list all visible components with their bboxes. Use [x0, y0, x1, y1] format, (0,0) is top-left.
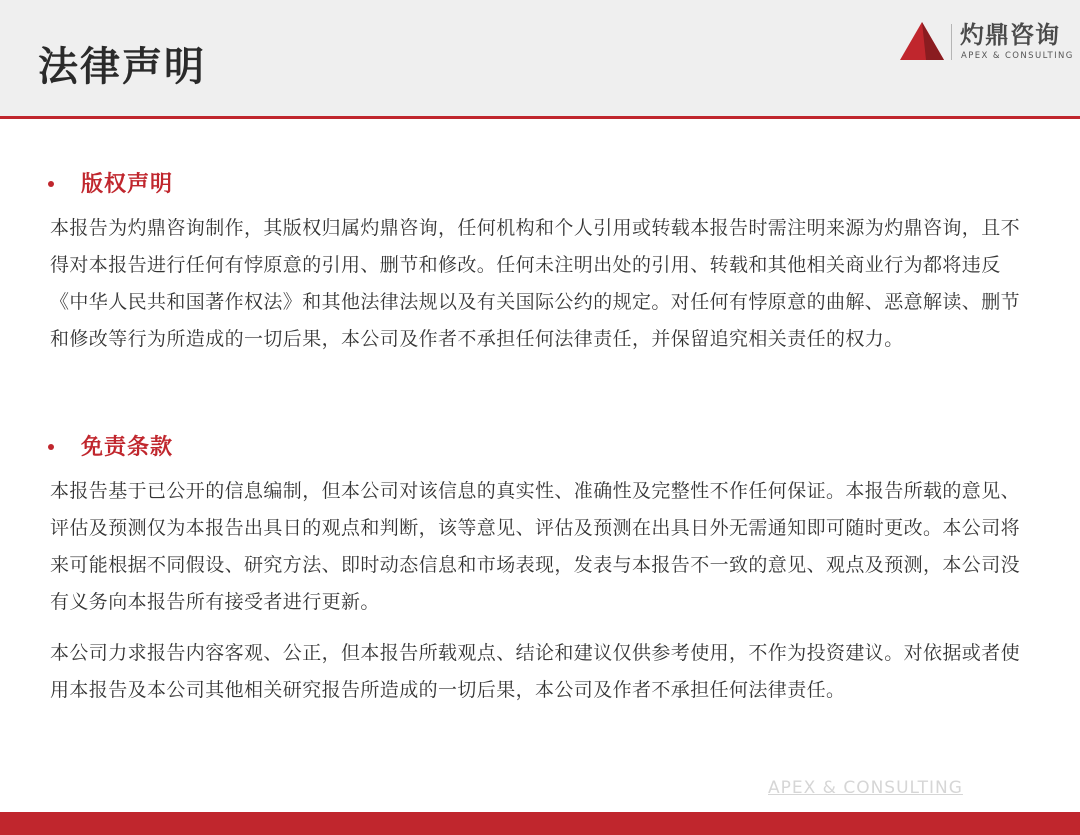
bullet-icon — [48, 181, 54, 187]
footer-watermark: APEX & CONSULTING — [768, 778, 963, 798]
logo-name: 灼鼎咨询 — [960, 21, 1060, 49]
header-band — [0, 0, 1080, 116]
disclaimer-paragraph-1: 本报告基于已公开的信息编制，但本公司对该信息的真实性、准确性及完整性不作任何保证。本报告所载的意见、评估及预测仅为本报告出具日的观点和判断，该等意见、评估及预测在出具日外无需通知即可随时更改。本公司将来可能根据不同假设、研究方法、即时动态信息和市场表现，发表与本报告不一致的意见、观点及预测，本公司没有义务向本报告所有接受者进行更新。 — [50, 480, 1021, 613]
logo-triangle-icon — [900, 22, 944, 60]
page-title: 法律声明 — [38, 44, 206, 90]
disclaimer-paragraph-2: 本公司力求报告内容客观、公正，但本报告所载观点、结论和建议仅供参考使用，不作为投资建议。对依据或者使用本报告及本公司其他相关研究报告所造成的一切后果，本公司及作者不承担任何法律责任。 — [50, 642, 1021, 701]
header-divider — [0, 116, 1080, 119]
section-heading-text: 版权声明 — [81, 172, 174, 197]
section-heading-text: 免责条款 — [81, 435, 174, 460]
footer-bar — [0, 812, 1080, 835]
brand-logo — [900, 20, 1072, 66]
copyright-paragraph: 本报告为灼鼎咨询制作，其版权归属灼鼎咨询，任何机构和个人引用或转载本报告时需注明来源为灼鼎咨询，且不得对本报告进行任何有悖原意的引用、删节和修改。任何未注明出处的引用、转载和其他相关商业行为都将违反《中华人民共和国著作权法》和其他法律法规以及有关国际公约的规定。对任何有悖原意的曲解、恶意解读、删节和修改等行为所造成的一切后果，本公司及作者不承担任何法律责任，并保留追究相关责任的权力。 — [50, 217, 1021, 350]
logo-subtitle: APEX & CONSULTING — [961, 51, 1074, 61]
bullet-icon — [48, 444, 54, 450]
logo-divider — [951, 24, 952, 60]
